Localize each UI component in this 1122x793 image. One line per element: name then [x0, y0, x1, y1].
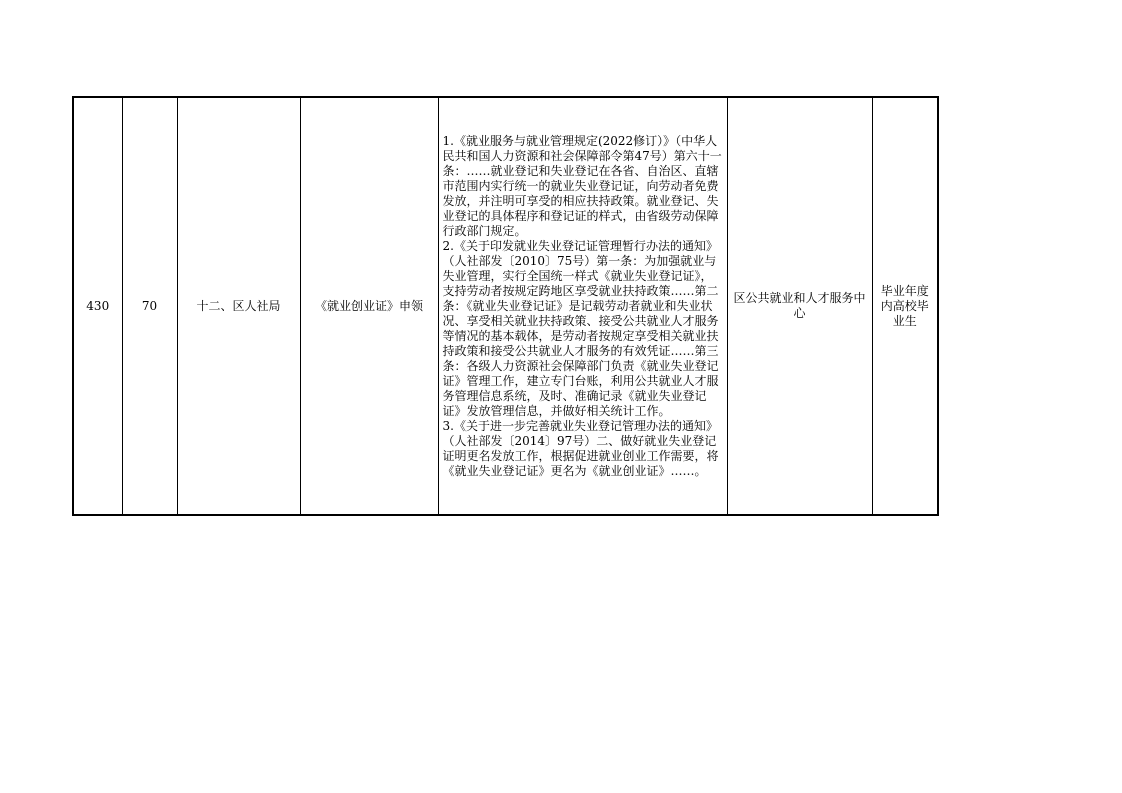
table-row [73, 97, 938, 515]
item-name-cell: 《就业创业证》申领 [300, 97, 438, 515]
basis-paragraph-2: 2.《关于印发就业失业登记证管理暂行办法的通知》（人社部发〔2010〕75号）第一条：为加强就业与失业管理，实行全国统一样式《就业失业登记证》，支持劳动者按规定跨地区享受就业扶持政策……第二条：《就业失业登记证》是记载劳动者就业和失业状况、享受相关就业扶持政策、接受公共就业人才服务等情况的基本载体，是劳动者按规定享受相关就业扶持政策和接受公共就业人才服务的有效凭证……第三条：各级人力资源社会保障部门负责《就业失业登记证》管理工作，建立专门台账，利用公共就业人才服务管理信息系统，及时、准确记录《就业失业登记证》发放管理信息，并做好相关统计工作。 [442, 238, 719, 418]
sub-no-cell: 70 [122, 97, 177, 515]
target-cell: 毕业年度内高校毕业生 [872, 97, 938, 515]
implementer-cell: 区公共就业和人才服务中心 [727, 97, 872, 515]
basis-paragraph-3: 3.《关于进一步完善就业失业登记管理办法的通知》（人社部发〔2014〕97号）二、做好就业失业登记证明更名发放工作，根据促进就业创业工作需要，将《就业失业登记证》更名为《就业创业证》……。 [442, 418, 719, 478]
seq-no-cell: 430 [73, 97, 122, 515]
department-cell: 十二、区人社局 [177, 97, 300, 515]
item-table [72, 96, 939, 516]
legal-basis-cell [438, 97, 727, 515]
basis-paragraph-1: 1.《就业服务与就业管理规定(2022修订）》（中华人民共和国人力资源和社会保障部令第47号）第六十一条：……就业登记和失业登记在各省、自治区、直辖市范围内实行统一的就业失业登记证，向劳动者免费发放，并注明可享受的相应扶持政策。就业登记、失业登记的具体程序和登记证的样式，由省级劳动保障行政部门规定。 [442, 133, 722, 238]
